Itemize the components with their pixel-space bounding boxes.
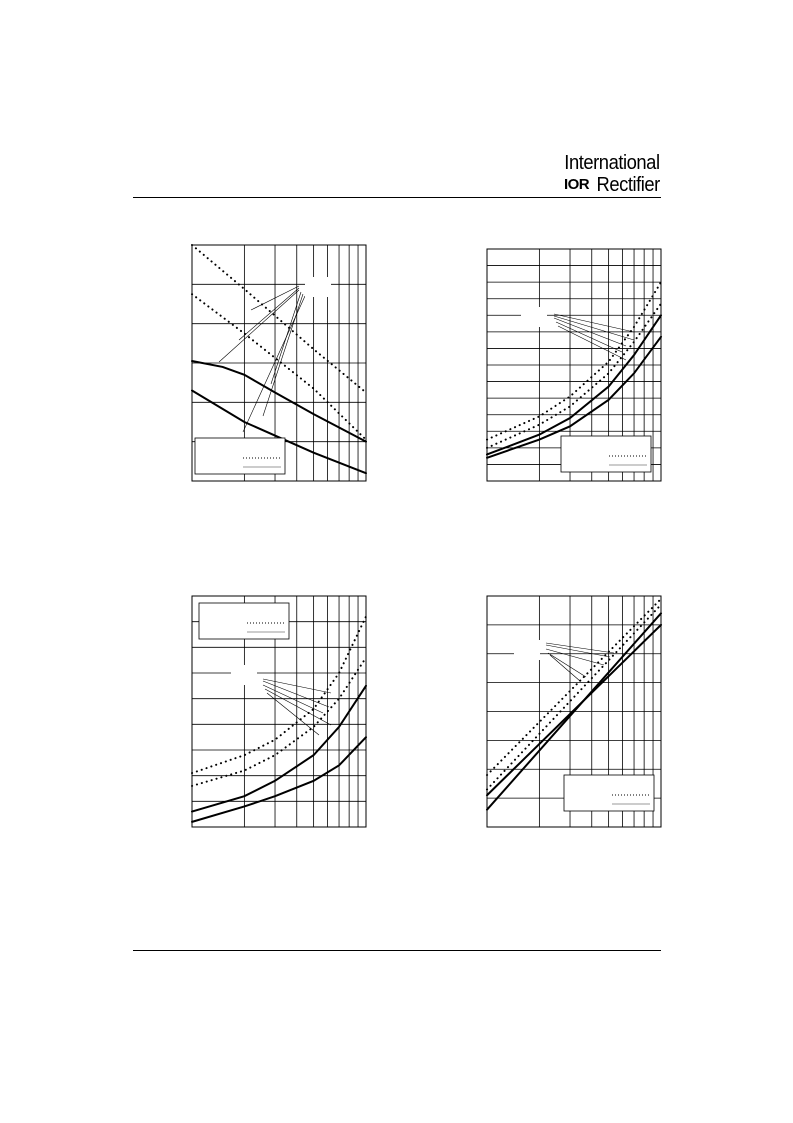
- series-line-2: [487, 304, 661, 448]
- ior-logo-mark: IOR: [563, 176, 590, 193]
- brand-name-international: International: [564, 152, 660, 174]
- series-line-3: [192, 686, 366, 812]
- annotation-label-box: [521, 307, 547, 327]
- legend-box: [195, 438, 285, 474]
- series-line-3: [487, 315, 661, 454]
- annotation-leader-line: [263, 681, 329, 707]
- annotation-label-box: [514, 640, 540, 660]
- legend-box: [561, 436, 651, 472]
- annotation-leader-line: [550, 655, 580, 681]
- chart-top-left: [191, 244, 367, 482]
- brand-line-rectifier: [556, 174, 660, 196]
- chart-top-right: [486, 248, 662, 482]
- annotation-leader-line: [243, 296, 305, 432]
- series-line-1: [487, 599, 661, 775]
- chart-bottom-left: [191, 595, 367, 828]
- header-rule: [133, 197, 661, 198]
- brand-name-rectifier: Rectifier: [596, 174, 660, 196]
- chart-bottom-right: [486, 595, 662, 828]
- annotation-label-box: [231, 665, 257, 685]
- series-line-1: [192, 245, 366, 393]
- series-line-2: [192, 658, 366, 786]
- footer-rule: [133, 950, 661, 951]
- annotation-label-box: [305, 277, 331, 297]
- brand-logo: [556, 152, 660, 196]
- annotation-leader-line: [548, 653, 586, 677]
- annotation-leader-line: [239, 288, 299, 340]
- series-line-2: [487, 605, 661, 790]
- legend-box: [199, 603, 289, 639]
- series-line-3: [192, 361, 366, 442]
- legend-box: [564, 775, 654, 811]
